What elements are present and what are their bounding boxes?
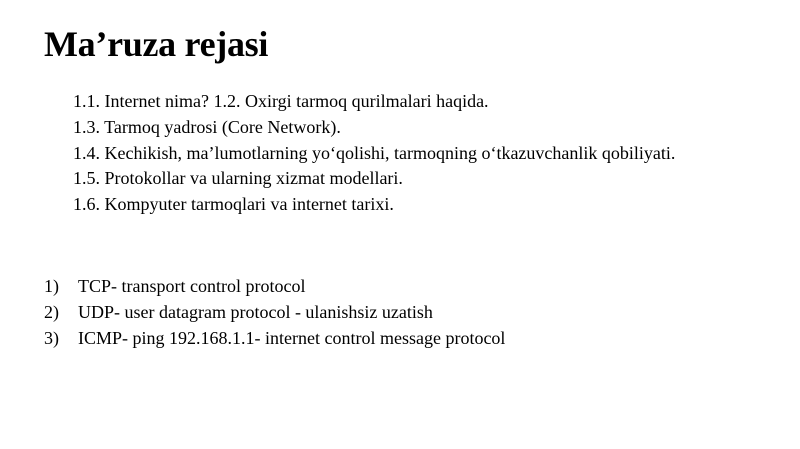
agenda-item: 1.5. Protokollar va ularning xizmat modellari. <box>73 168 403 189</box>
list-number: 1) <box>44 276 59 296</box>
list-item-text: TCP- transport control protocol <box>78 276 306 296</box>
agenda-item: 1.1. Internet nima? 1.2. Oxirgi tarmoq qurilmalari haqida. <box>73 91 489 111</box>
list-number: 2) <box>44 302 59 322</box>
protocol-list-item <box>44 273 744 299</box>
agenda-item: 1.4. Kechikish, ma’lumotlarning yo‘qolishi, tarmoqning o‘tkazuvchanlik qobiliyati. <box>73 142 676 163</box>
protocol-list-item <box>44 299 744 325</box>
list-number: 3) <box>44 328 59 348</box>
agenda-list <box>44 89 721 218</box>
protocol-list-item <box>44 325 744 351</box>
agenda-item: 1.3. Tarmoq yadrosi (Core Network). <box>73 116 341 137</box>
list-item-text: ICMP- ping 192.168.1.1- internet control message protocol <box>78 328 506 348</box>
agenda-item: 1.6. Kompyuter tarmoqlari va internet tarixi. <box>73 194 394 215</box>
list-item-text: UDP- user datagram protocol - ulanishsiz uzatish <box>78 302 433 322</box>
protocol-list <box>44 273 744 351</box>
slide-title: Ma’ruza rejasi <box>44 24 269 64</box>
